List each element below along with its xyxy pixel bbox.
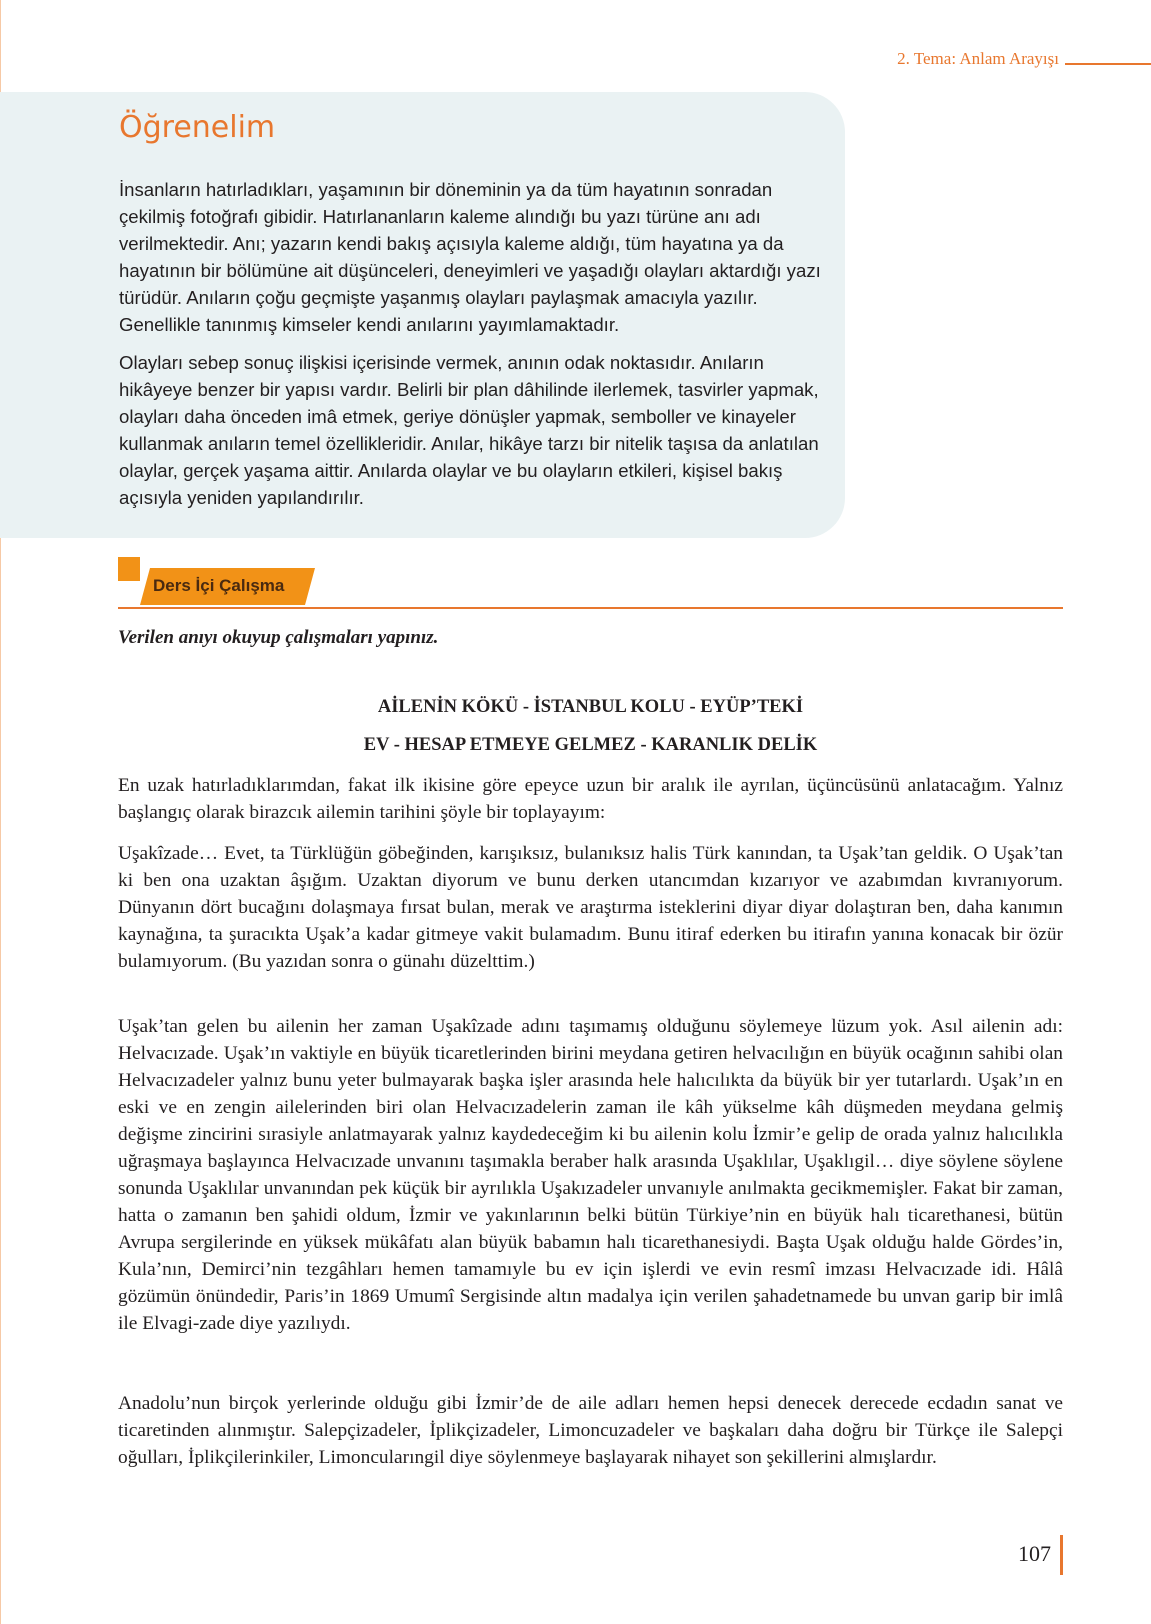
section-label: Ders İçi Çalışma [153,576,285,595]
story-paragraph-1: En uzak hatırladıklarımdan, fakat ilk ikisine göre epeyce uzun bir aralık ile ayrılan, üçüncüsünü anlatacağım. Yalnız başlangıç olarak birazcık ailemin tarihini şöyle bir toplayayım: [118,775,1063,823]
story-paragraph-2: Uşakîzade… Evet, ta Türklüğün göbeğinden, karışıksız, bulanıksız halis Türk kanından, ta Uşak’tan geldik. O Uşak’tan ki ben ona uzaktan âşığım. Uzaktan diyorum ve bunu derken utancımdan kızarıyor ve azabımdan kıvranıyorum. Dünyanın dört bucağını dolaşmaya fırsat bulan, merak ve araştırma isteklerini diyar diyar dolaştıran ben, daha kanımın kaynağına, ta şuracıkta Uşak’a kadar gitmeye vakit bulamadım. Bunu itiraf ederken bu itirafın yanına konacak bir özür bulamıyorum. (Bu yazıdan sonra o günahı düzelttim.) [118,843,1063,972]
header-rule [1065,63,1151,65]
page-number: 107 [1018,1541,1051,1566]
page-number-rule [1060,1535,1063,1575]
story-title-line-2: EV - HESAP ETMEYE GELMEZ - KARANLIK DELİK [363,735,818,755]
story-paragraph-3: Uşak’tan gelen bu ailenin her zaman Uşakîzade adını taşımamış olduğunu söylemeye lüzum yok. Asıl ailenin adı: Helvacızade. Uşak’ın vaktiyle en büyük ticaretlerinden birini meydana getiren helvacılığın en büyük ocağının sahibi olan Helvacızadeler yalnız bunu yeter bulmayarak başka işler arasında hele halıcılıkta da büyük bir yer tutarlardı. Uşak’ın en eski ve en zengin ailelerinden biri olan Helvacızadelerin zaman ile kâh yükselme kâh düşmeden meydana gelmiş değişme zincirini sırasiyle anlatmayarak yalnız kaydedeceğim ki bu ailenin kolu İzmir’e gelip de orada yalnız halıcılıkla uğraşmaya başlayınca Helvacızade unvanını taşımakla beraber halk arasında Uşaklılar, Uşaklıgil… diye söylene söylene sonunda Uşaklılar unvanından pek küçük bir ayrılıkla Uşakızadeler unvanıyle anılmakta gecikmemişler. Fakat bir zaman, hatta o zamanın ben şahidi oldum, İzmir ve yakınlarının belki bütün Türkiye’nin en büyük halı ticarethanesi, bütün Avrupa sergilerinde en yüksek mükâfatı alan büyük babamın halı ticarethanesiydi. Başta Uşak olduğu halde Gördes’in, Kula’nın, Demirci’nin tezgâhları hemen tamamıyle bu ev için işlerdi ve evin resmî imzası Helvacızade idi. Hâlâ gözümün önündedir, Paris’in 1869 Umumî Sergisinde altın madalya için verilen şahadetnamede bu unvan garip bir imlâ ile Elvagi-zade diye yazılıydı. [118,1016,1063,1334]
learn-paragraph-1: İnsanların hatırladıkları, yaşamının bir döneminin ya da tüm hayatının sonradan çekilmiş fotoğrafı gibidir. Hatırlananların kaleme alındığı bu yazı türüne anı adı verilmektedir. Anı; yazarın kendi bakış açısıyla kaleme aldığı, tüm hayatına ya da hayatının bir bölümüne ait düşünceleri, deneyimleri ve yaşadığı olayları aktardığı yazı türüdür. Anıların çoğu geçmişte yaşanmış olayları paylaşmak amacıyla yazılır. Genellikle tanınmış kimseler kendi anılarını yayımlamaktadır. [119,179,821,335]
learn-paragraph-2: Olayları sebep sonuç ilişkisi içerisinde vermek, anının odak noktasıdır. Anıların hikâyeye benzer bir yapısı vardır. Belirli bir plan dâhilinde ilerlemek, tasvirler yapmak, olayları daha önceden imâ etmek, geriye dönüşler yapmak, semboller ve kinayeler kullanmak anıların temel özellikleridir. Anılar, hikâye tarzı bir nitelik taşısa da anlatılan olaylar, gerçek yaşama aittir. Anılarda olaylar ve bu olayların etkileri, kişisel bakış açısıyla yeniden yapılandırılır. [119,352,819,508]
section-tab-marker [118,557,140,581]
instruction-text: Verilen anıyı okuyup çalışmaları yapınız. [118,627,439,648]
learn-box-title: Öğrenelim [119,110,276,145]
story-paragraph-4: Anadolu’nun birçok yerlerinde olduğu gibi İzmir’de de aile adları hemen hepsi denecek derecede ecdadın sanat ve ticaretinden alınmıştır. Salepçizadeler, İplikçizadeler, Limoncuzadeler ve başkaları daha doğru bir Türkçe ile Salepçi oğulları, İplikçilerinkiler, Limoncularıngil diye söylenmeye başlayarak nihayet son şekillerini almışlardır. [118,1393,1063,1468]
section-divider [118,607,1063,609]
theme-title: 2. Tema: Anlam Arayışı [897,49,1059,68]
story-title-line-1: AİLENİN KÖKÜ - İSTANBUL KOLU - EYÜP’TEKİ [377,697,804,717]
running-header [897,46,1151,72]
